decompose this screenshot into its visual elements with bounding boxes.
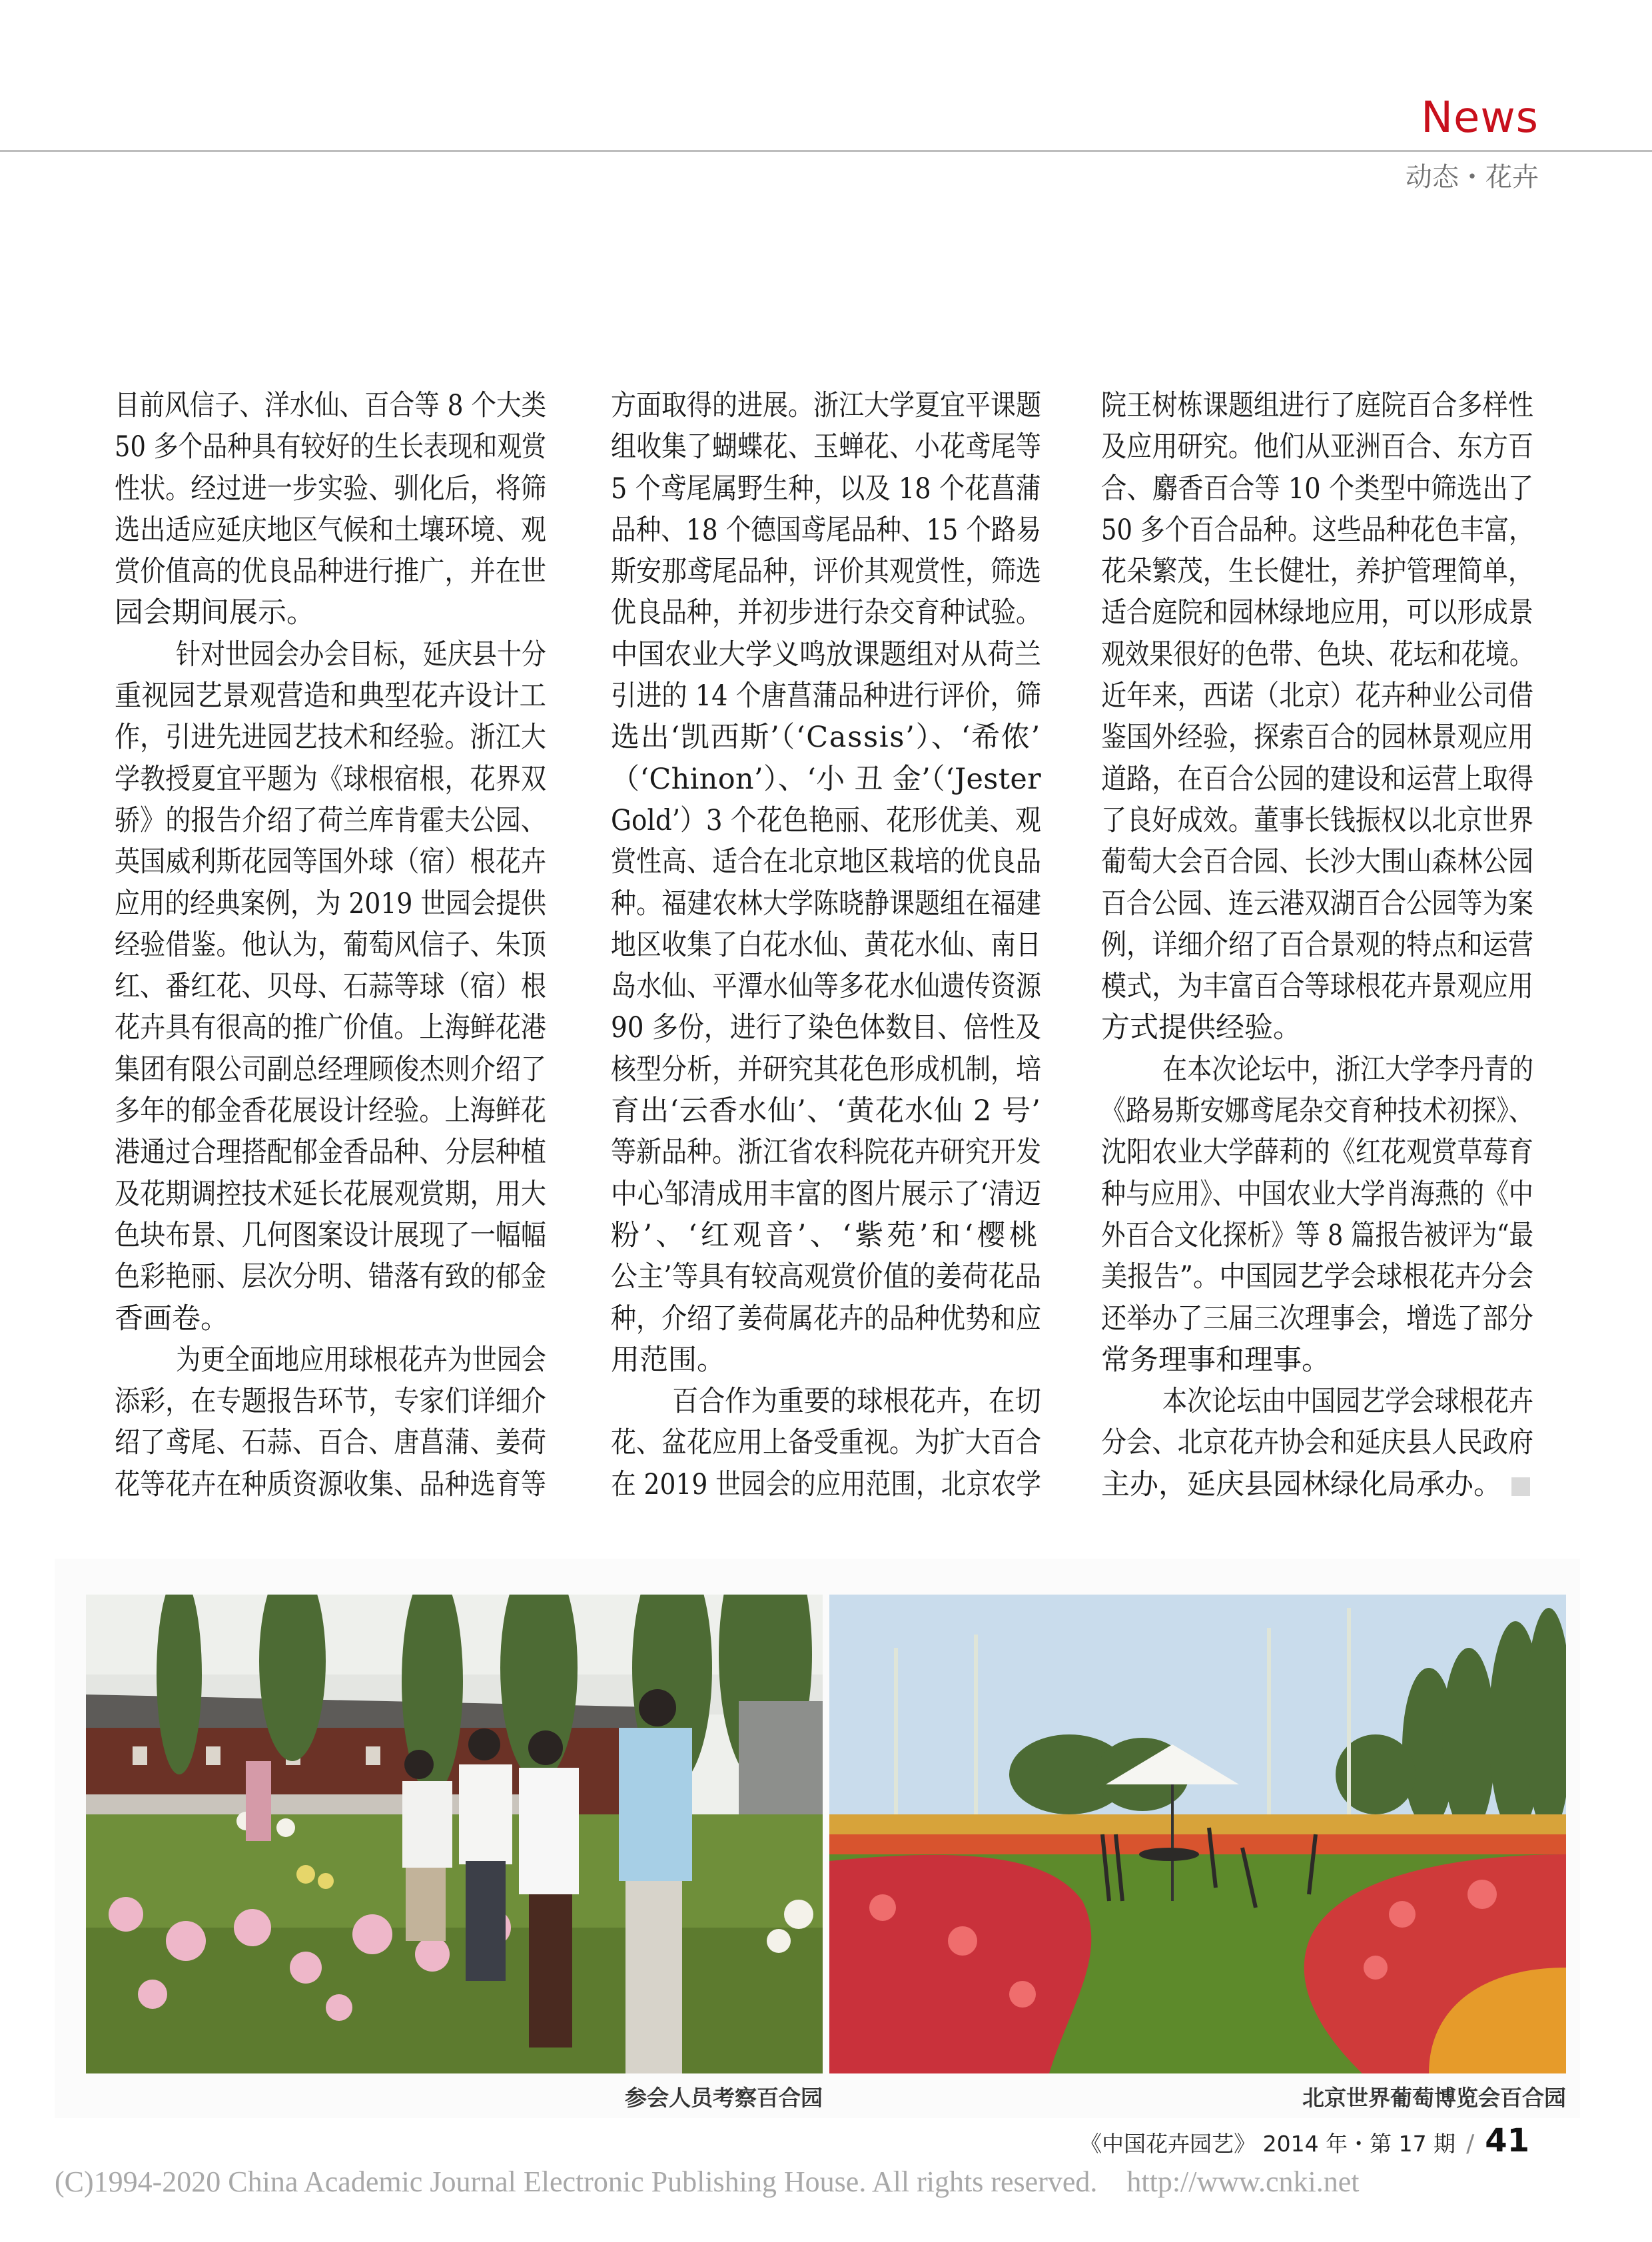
article-line — [115, 759, 546, 800]
article-line-text: 英国威利斯花园等国外球（宿）根花卉 — [115, 845, 546, 879]
article-line — [115, 634, 546, 675]
article-line — [1101, 551, 1533, 592]
article-line — [611, 841, 1041, 883]
article-line — [1101, 1049, 1533, 1090]
article-line — [1101, 1298, 1533, 1339]
article-line — [611, 1464, 1041, 1505]
article-line — [115, 675, 546, 717]
article-line-text: 地区收集了白花水仙、黄花水仙、南日 — [611, 928, 1041, 962]
article-line-text: 了良好成效。董事长钱振权以北京世界 — [1101, 803, 1533, 837]
photo-caption-left: 参会人员考察百合园 — [625, 2085, 823, 2111]
article-line-text: 沈阳农业大学薛莉的《红花观赏草莓育 — [1101, 1136, 1533, 1170]
article-line — [115, 841, 546, 883]
article-line-text: 核型分析，并研究其花色形成机制，培 — [611, 1052, 1041, 1086]
article-line — [611, 1256, 1041, 1298]
article-line — [115, 1049, 546, 1090]
article-line-text: 适合庭院和园林绿地应用，可以形成景 — [1101, 596, 1533, 630]
article-line — [1101, 759, 1533, 800]
article-line-text: 方式提供经验。 — [1101, 1011, 1302, 1045]
article-line — [1101, 510, 1533, 551]
article-line — [611, 1215, 1041, 1256]
article-line — [611, 1381, 1041, 1422]
article-line-text: 添彩，在专题报告环节，专家们详细介 — [115, 1385, 546, 1419]
article-line-text: 外百合文化探析》等 8 篇报告被评为“最 — [1101, 1218, 1533, 1252]
article-line — [611, 1132, 1041, 1173]
article-line-text: 《路易斯安娜鸢尾杂交育种技术初探》、 — [1101, 1094, 1533, 1128]
article-line — [115, 1007, 546, 1048]
article-line — [1101, 385, 1533, 426]
article-line-text: 5 个鸢尾属野生种，以及 18 个花菖蒲 — [611, 472, 1041, 506]
article-line-text: 百合作为重要的球根花卉，在切 — [672, 1385, 1041, 1419]
article-line-text: 分会、北京花卉协会和延庆县人民政府 — [1101, 1426, 1533, 1460]
article-line-text: 学教授夏宜平题为《球根宿根，花界双 — [115, 762, 546, 796]
article-line-text: 道路，在百合公园的建设和运营上取得 — [1101, 762, 1533, 796]
article-line — [611, 551, 1041, 592]
article-line — [611, 675, 1041, 717]
article-line-text: 公主’等具有较高观赏价值的姜荷花品 — [611, 1260, 1041, 1294]
article-line — [1101, 1256, 1533, 1298]
article-line-text: 50 多个品种具有较好的生长表现和观赏 — [115, 430, 546, 464]
article-line-text: 例，详细介绍了百合景观的特点和运营 — [1101, 928, 1533, 962]
article-line — [1101, 800, 1533, 841]
text-column-1 — [115, 385, 546, 1505]
article-line-text: 岛水仙、平潭水仙等多花水仙遗传资源 — [611, 970, 1041, 1004]
article-line — [115, 1174, 546, 1215]
article-line-text: 中国农业大学义鸣放课题组对从荷兰 — [611, 637, 1041, 671]
article-line — [611, 1007, 1041, 1048]
article-line-text: 粉’、‘红观音’、‘紫苑’和‘樱桃 — [611, 1218, 1041, 1252]
article-line — [611, 1090, 1041, 1132]
article-line-text: 近年来，西诺（北京）花卉种业公司借 — [1101, 679, 1533, 713]
article-line — [115, 1339, 546, 1381]
article-line — [1101, 1422, 1533, 1463]
article-line — [115, 883, 546, 925]
article-line-text: 种与应用》、中国农业大学肖海燕的《中 — [1101, 1177, 1533, 1211]
article-line — [1101, 1464, 1533, 1505]
article-line-text: 香画卷。 — [115, 1302, 229, 1335]
article-line-text: 赏性高、适合在北京地区栽培的优良品 — [611, 845, 1041, 879]
article-line-text: 主办，延庆县园林绿化局承办。 — [1101, 1467, 1502, 1501]
article-line — [611, 385, 1041, 426]
article-line-text: 中心邹清成用丰富的图片展示了‘清迈 — [611, 1177, 1041, 1211]
article-line-text: 应用的经典案例，为 2019 世园会提供 — [115, 887, 546, 921]
article-line-text: 用范围。 — [611, 1343, 725, 1377]
article-line-text: 针对世园会办会目标，延庆县十分 — [176, 637, 546, 671]
article-line-text: 色彩艳丽、层次分明、错落有致的郁金 — [115, 1260, 546, 1294]
page-footer — [1080, 2122, 1529, 2159]
article-line-text: Gold’）3 个花色艳丽、花形优美、观 — [611, 803, 1041, 837]
article-line — [611, 1049, 1041, 1090]
article-line-text: 90 多份，进行了染色体数目、倍性及 — [611, 1011, 1041, 1045]
article-line — [115, 1215, 546, 1256]
article-line — [611, 592, 1041, 633]
copyright-watermark: (C)1994-2020 China Academic Journal Electronic Publishing House. All rights reserved. http://www.cnki.net — [55, 2165, 1360, 2198]
article-line — [1101, 717, 1533, 758]
article-line-text: 在 2019 世园会的应用范围，北京农学 — [611, 1467, 1041, 1501]
footer-journal-issue: 《中国花卉园艺》 2014 年・第 17 期 — [1080, 2131, 1456, 2157]
article-line — [115, 1132, 546, 1173]
article-line-text: （‘Chinon’）、‘小 丑 金’（‘Jester — [611, 762, 1041, 796]
article-line — [1101, 1339, 1533, 1381]
article-line — [611, 759, 1041, 800]
article-line-text: 引进的 14 个唐菖蒲品种进行评价，筛 — [611, 679, 1041, 713]
article-line — [611, 426, 1041, 468]
article-line — [1101, 468, 1533, 510]
article-line-text: 目前风信子、洋水仙、百合等 8 个大类 — [115, 389, 546, 422]
article-line — [115, 426, 546, 468]
article-line-text: 及花期调控技术延长花展观赏期，用大 — [115, 1177, 546, 1211]
article-line — [611, 1422, 1041, 1463]
article-line-text: 观效果很好的色带、色块、花坛和花境。 — [1101, 637, 1533, 671]
article-line — [115, 966, 546, 1007]
end-of-article-mark — [1511, 1477, 1530, 1496]
article-line — [611, 1339, 1041, 1381]
article-line-text: 港通过合理搭配郁金香品种、分层种植 — [115, 1136, 546, 1170]
article-line — [1101, 1132, 1533, 1173]
article-line-text: 园会期间展示。 — [115, 596, 315, 630]
article-line — [115, 717, 546, 758]
article-line-text: 葡萄大会百合园、长沙大围山森林公园 — [1101, 845, 1533, 879]
article-line — [611, 1298, 1041, 1339]
article-line — [1101, 634, 1533, 675]
article-line-text: 赏价值高的优良品种进行推广，并在世 — [115, 555, 546, 589]
article-line-text: 50 多个百合品种。这些品种花色丰富， — [1101, 513, 1533, 547]
article-line — [1101, 1090, 1533, 1132]
article-line — [115, 1298, 546, 1339]
article-line — [611, 966, 1041, 1007]
photo-lily-garden-visit — [86, 1595, 823, 2073]
article-line-text: 作，引进先进园艺技术和经验。浙江大 — [115, 721, 546, 755]
article-line-text: 集团有限公司副总经理顾俊杰则介绍了 — [115, 1052, 546, 1086]
article-line — [1101, 966, 1533, 1007]
article-line — [1101, 1215, 1533, 1256]
article-line-text: 合、麝香百合等 10 个类型中筛选出了 — [1101, 472, 1533, 506]
article-line-text: 鉴国外经验，探索百合的园林景观应用 — [1101, 721, 1533, 755]
photo-expo-lily-garden — [829, 1595, 1566, 2073]
article-line-text: 常务理事和理事。 — [1101, 1343, 1330, 1377]
article-line — [115, 510, 546, 551]
article-line-text: 种，介绍了姜荷属花卉的品种优势和应 — [611, 1302, 1041, 1335]
article-line — [611, 468, 1041, 510]
article-line-text: 还举办了三届三次理事会，增选了部分 — [1101, 1302, 1533, 1335]
article-line-text: 花等花卉在种质资源收集、品种选育等 — [115, 1467, 546, 1501]
article-line — [1101, 841, 1533, 883]
article-line-text: 为更全面地应用球根花卉为世园会 — [176, 1343, 546, 1377]
text-column-3 — [1101, 385, 1533, 1505]
article-line-text: 种。福建农林大学陈晓静课题组在福建 — [611, 887, 1041, 921]
article-line — [115, 551, 546, 592]
footer-separator: / — [1466, 2130, 1475, 2157]
article-line-text: 在本次论坛中，浙江大学李丹青的 — [1162, 1052, 1533, 1086]
article-line-text: 优良品种，并初步进行杂交育种试验。 — [611, 596, 1041, 630]
article-line-text: 性状。经过进一步实验、驯化后，将筛 — [115, 472, 546, 506]
article-line-text: 本次论坛由中国园艺学会球根花卉 — [1162, 1385, 1533, 1419]
article-line — [115, 1464, 546, 1505]
article-line — [115, 1381, 546, 1422]
article-line-text: 模式，为丰富百合等球根花卉景观应用 — [1101, 970, 1533, 1004]
article-line-text: 育出‘云香水仙’、‘黄花水仙 2 号’ — [611, 1094, 1041, 1128]
article-line-text: 红、番红花、贝母、石蒜等球（宿）根 — [115, 970, 546, 1004]
article-line — [611, 717, 1041, 758]
article-line — [115, 925, 546, 966]
article-line-text: 骄》的报告介绍了荷兰库肯霍夫公园、 — [115, 803, 546, 837]
article-line — [611, 510, 1041, 551]
article-line — [1101, 1174, 1533, 1215]
article-line — [611, 925, 1041, 966]
article-line — [115, 385, 546, 426]
article-line-text: 组收集了蝴蝶花、玉蝉花、小花鸢尾等 — [611, 430, 1041, 464]
article-line-text: 美报告”。中国园艺学会球根花卉分会 — [1101, 1260, 1533, 1294]
article-line-text: 色块布景、几何图案设计展现了一幅幅 — [115, 1218, 546, 1252]
page-number: 41 — [1485, 2122, 1529, 2159]
article-line-text: 等新品种。浙江省农科院花卉研究开发 — [611, 1136, 1041, 1170]
article-line-text: 花、盆花应用上备受重视。为扩大百合 — [611, 1426, 1041, 1460]
photo-caption-right: 北京世界葡萄博览会百合园 — [1302, 2085, 1566, 2111]
article-line-text: 多年的郁金香花展设计经验。上海鲜花 — [115, 1094, 546, 1128]
article-line-text: 斯安那鸢尾品种，评价其观赏性，筛选 — [611, 555, 1041, 589]
article-line — [611, 634, 1041, 675]
article-line — [611, 800, 1041, 841]
section-title-en: News — [1421, 93, 1539, 143]
article-line — [611, 883, 1041, 925]
article-line — [1101, 426, 1533, 468]
article-line — [1101, 925, 1533, 966]
section-title-cn: 动态・花卉 — [1406, 162, 1539, 192]
article-line-text: 百合公园、连云港双湖百合公园等为案 — [1101, 887, 1533, 921]
article-line — [1101, 1007, 1533, 1048]
article-line-text: 方面取得的进展。浙江大学夏宜平课题 — [611, 389, 1041, 422]
text-column-2 — [611, 385, 1041, 1505]
article-line — [115, 468, 546, 510]
article-line-text: 绍了鸢尾、石蒜、百合、唐菖蒲、姜荷 — [115, 1426, 546, 1460]
article-line-text: 选出‘凯西斯’（‘Cassis’）、‘希侬’ — [611, 721, 1041, 755]
article-line — [115, 800, 546, 841]
article-line — [115, 592, 546, 633]
article-line-text: 选出适应延庆地区气候和土壤环境、观 — [115, 513, 546, 547]
article-line — [115, 1256, 546, 1298]
article-line-text: 花朵繁茂，生长健壮，养护管理简单， — [1101, 555, 1533, 589]
article-line — [611, 1174, 1041, 1215]
article-line-text: 重视园艺景观营造和典型花卉设计工 — [115, 679, 546, 713]
header-divider — [0, 150, 1652, 152]
article-line — [1101, 592, 1533, 633]
article-line — [115, 1090, 546, 1132]
article-line-text: 品种、18 个德国鸢尾品种、15 个路易 — [611, 513, 1041, 547]
article-line — [1101, 675, 1533, 717]
article-line — [115, 1422, 546, 1463]
article-line — [1101, 883, 1533, 925]
article-line-text: 经验借鉴。他认为，葡萄风信子、朱顶 — [115, 928, 546, 962]
article-line-text: 及应用研究。他们从亚洲百合、东方百 — [1101, 430, 1533, 464]
article-line — [1101, 1381, 1533, 1422]
article-line-text: 花卉具有很高的推广价值。上海鲜花港 — [115, 1011, 546, 1045]
article-line-text: 院王树栋课题组进行了庭院百合多样性 — [1101, 389, 1533, 422]
